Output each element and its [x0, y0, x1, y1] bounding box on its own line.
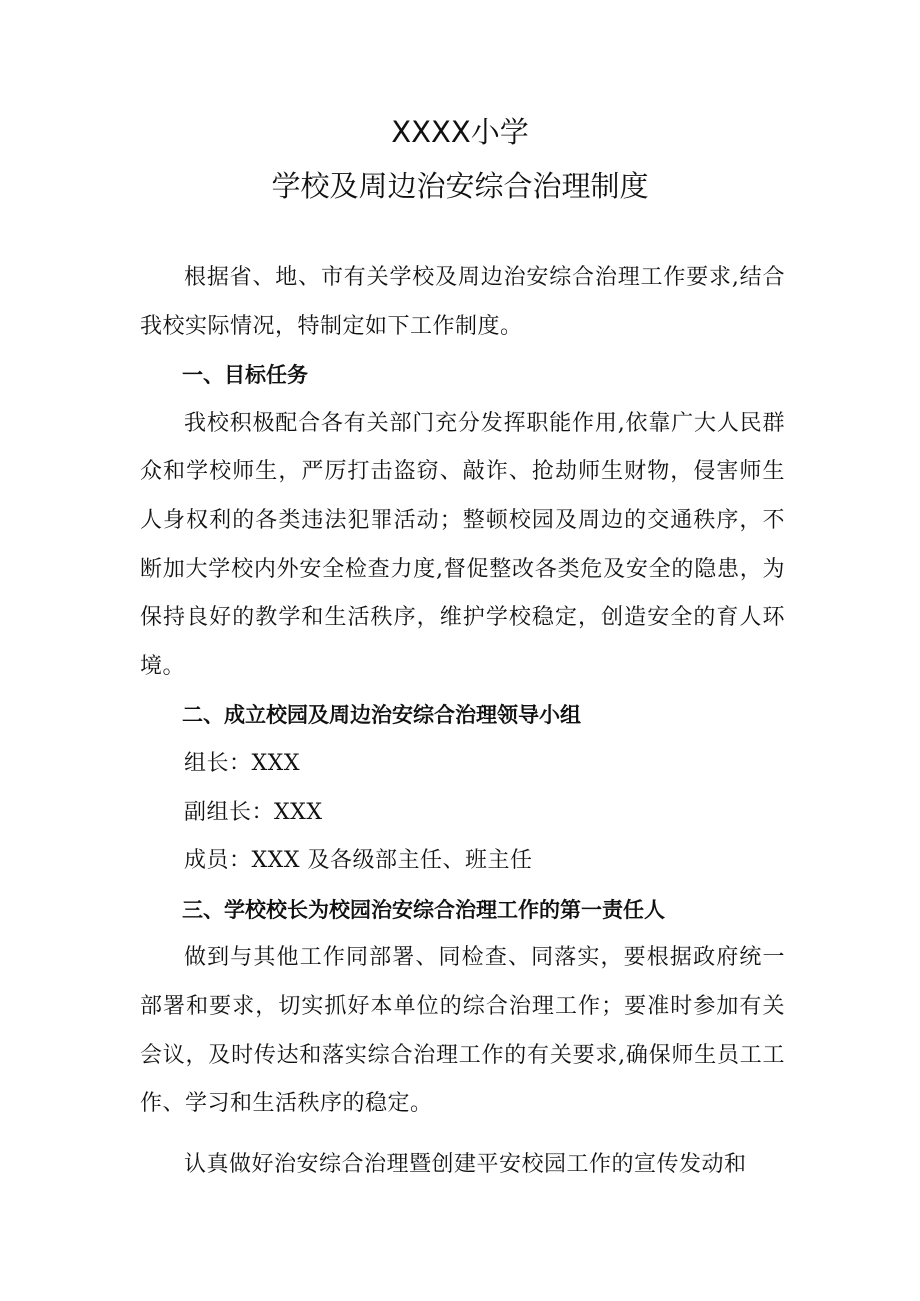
section-paragraph-goals: 我校积极配合各有关部门充分发挥职能作用,依靠广大人民群众和学校师生，严厉打击盗窃、敲诈、抢劫师生财物，侵害师生人身权利的各类违法犯罪活动；整顿校园及周边的交通秩序，不断加大学校内外安全检查力度,督促整改各类危及安全的隐患，为保持良好的教学和生活秩序，维护学校稳定，创造安全的育人环境。: [140, 410, 785, 679]
document-title-school: XXXX小学: [391, 115, 529, 149]
group-deputy-line: 副组长：XXX: [184, 799, 323, 825]
group-members-line: 成员：XXX 及各级部主任、班主任: [184, 848, 533, 874]
section-heading-leadership-group: 二、成立校园及周边治安综合治理领导小组: [182, 703, 581, 728]
section-paragraph-publicity: 认真做好治安综合治理暨创建平安校园工作的宣传发动和: [184, 1151, 747, 1177]
section-heading-responsibility: 三、学校校长为校园治安综合治理工作的第一责任人: [182, 897, 665, 922]
section-paragraph-responsibility: 做到与其他工作同部署、同检查、同落实，要根据政府统一部署和要求，切实抓好本单位的综合治理工作；要准时参加有关会议，及时传达和落实综合治理工作的有关要求,确保师生员工工作、学习和生活秩序的稳定。: [140, 945, 785, 1117]
document-body: [140, 254, 785, 1189]
intro-paragraph: 根据省、地、市有关学校及周边治安综合治理工作要求,结合我校实际情况，特制定如下工作制度。: [140, 265, 785, 339]
group-leader-line: 组长：XXX: [184, 750, 300, 776]
document-title: 学校及周边治安综合治理制度: [271, 169, 649, 203]
section-heading-goals: 一、目标任务: [182, 363, 308, 388]
